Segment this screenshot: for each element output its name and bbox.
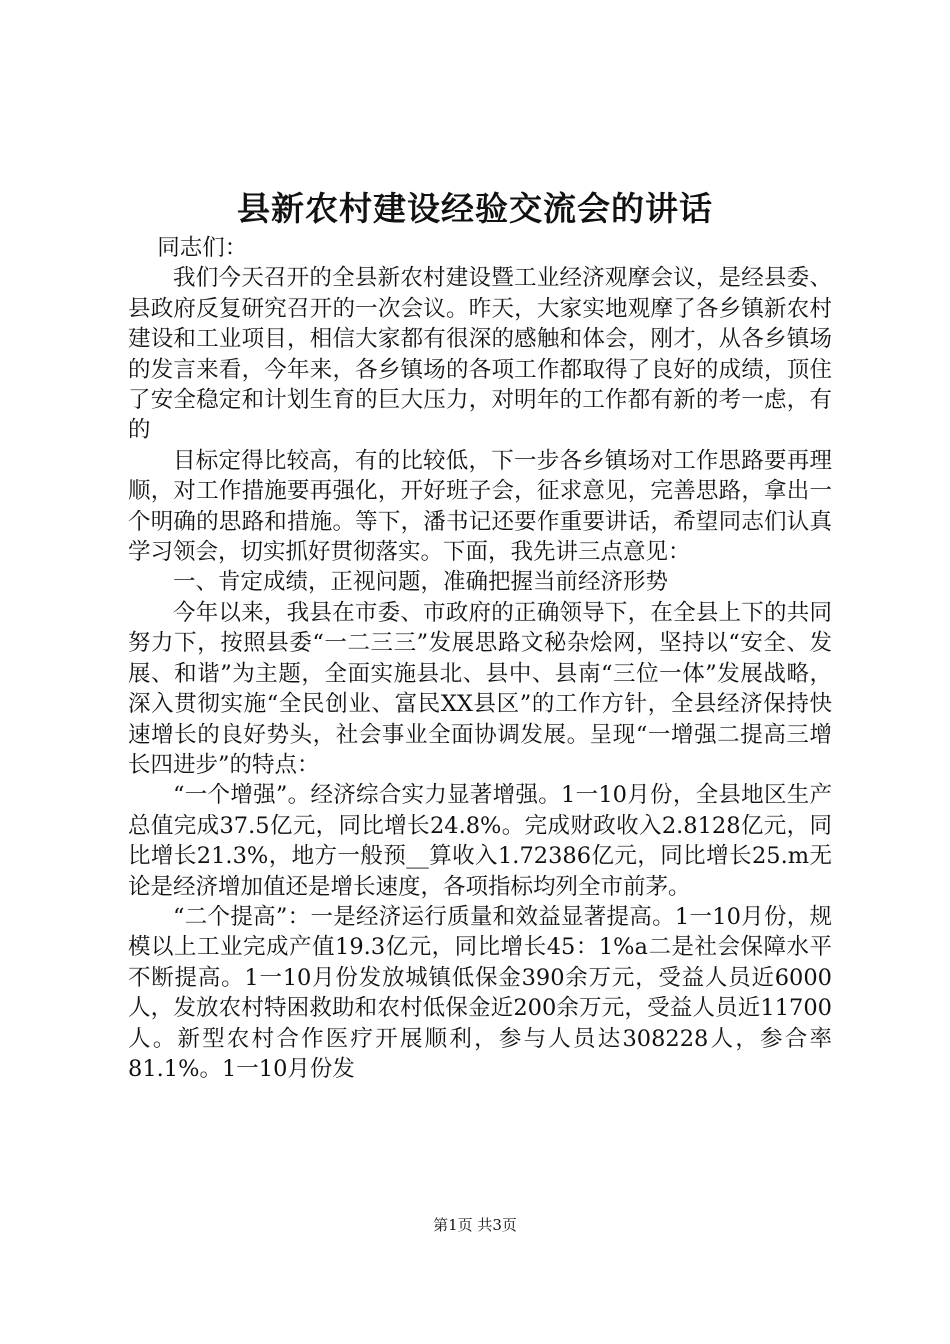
paragraph-4: “一个增强”。经济综合实力显著增强。1一10月份，全县地区生产总值完成37.5亿元，同比增长24.8%。完成财政收入2.8128亿元，同比增长21.3%，地方一般预__算收入1.72386亿元，同比增长25.m无论是经济增加值还是增长速度，各项指标均列全市前茅。 [128, 782, 832, 900]
document-body [128, 233, 832, 1084]
paragraph-5: “二个提高”：一是经济运行质量和效益显著提高。1一10月份，规模以上工业完成产值19.3亿元，同比增长45：1%a二是社会保障水平不断提高。1一10月份发放城镇低保金390余万元，受益人员近6000人，发放农村特困救助和农村低保金近200余万元，受益人员近11700人。新型农村合作医疗开展顺利，参与人员达308228人，参合率81.1%。1一10月份发 [128, 903, 832, 1082]
paragraph-1: 我们今天召开的全县新农村建设暨工业经济观摩会议，是经县委、县政府反复研究召开的一次会议。昨天，大家实地观摩了各乡镇新农村建设和工业项目，相信大家都有很深的感触和体会，刚才，从各乡镇场的发言来看，今年来，各乡镇场的各项工作都取得了良好的成绩，顶住了安全稳定和计划生育的巨大压力，对明年的工作都有新的考一虑，有的 [128, 265, 832, 444]
paragraph-2: 目标定得比较高，有的比较低，下一步各乡镇场对工作思路要再理顺，对工作措施要再强化，开好班子会，征求意见，完善思路，拿出一个明确的思路和措施。等下，潘书记还要作重要讲话，希望同志们认真学习领会，切实抓好贯彻落实。下面，我先讲三点意见： [128, 447, 832, 566]
document-title: 县新农村建设经验交流会的讲话 [237, 189, 713, 228]
paragraph-3: 今年以来，我县在市委、市政府的正确领导下，在全县上下的共同努力下，按照县委“一二三三”发展思路文秘杂烩网，坚持以“安全、发展、和谐”为主题，全面实施县北、县中、县南“三位一体”发展战略，深入贯彻实施“全民创业、富民XX县区”的工作方针，全县经济保持快速增长的良好势头，社会事业全面协调发展。呈现“一增强二提高三增长四进步”的特点： [128, 599, 832, 778]
section-heading-1: 一、肯定成绩，正视问题，准确把握当前经济形势 [173, 569, 669, 596]
salutation: 同志们： [157, 235, 248, 261]
page-number: 第1页 共3页 [433, 1216, 517, 1234]
